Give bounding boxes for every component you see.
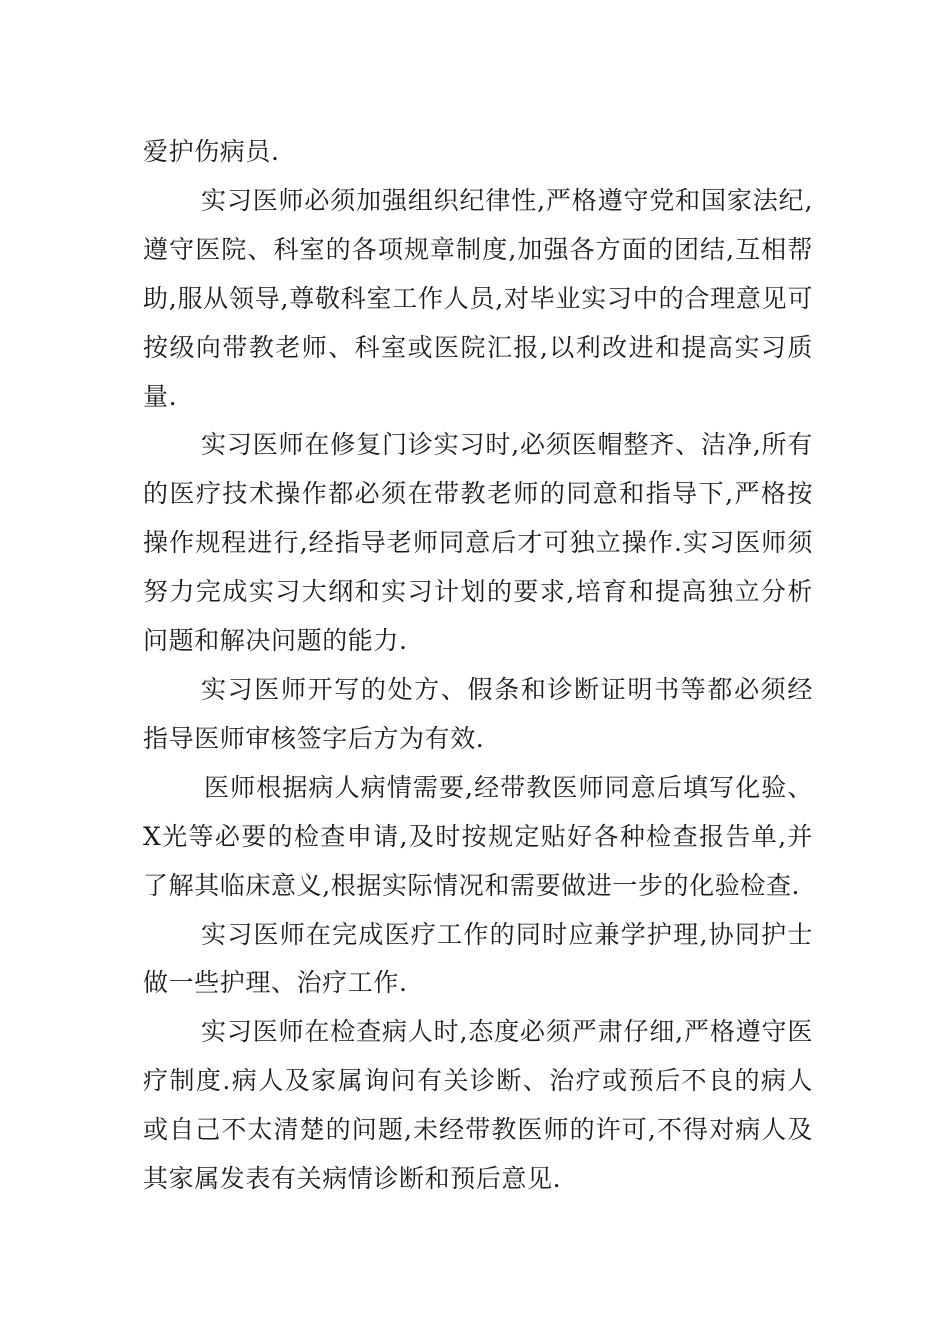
document-body: [143, 128, 813, 1204]
paragraph-2: 实习医师必须加强组织纪律性,严格遵守党和国家法纪,遵守医院、科室的各项规章制度,加强各方面的团结,互相帮助,服从领导,尊敬科室工作人员,对毕业实习中的合理意见可按级向带教老师、科室或医院汇报,以利改进和提高实习质量.: [143, 185, 813, 411]
paragraph-7: 实习医师在检查病人时,态度必须严肃仔细,严格遵守医疗制度.病人及家属询问有关诊断、治疗或预后不良的病人或自己不太清楚的问题,未经带教医师的许可,不得对病人及其家属发表有关病情诊断和预后意见.: [143, 1017, 813, 1194]
paragraph-5: 医师根据病人病情需要,经带教医师同意后填写化验、X光等必要的检查申请,及时按规定贴好各种检查报告单,并了解其临床意义,根据实际情况和需要做进一步的化验检查.: [143, 772, 813, 900]
paragraph-6: 实习医师在完成医疗工作的同时应兼学护理,协同护士做一些护理、治疗工作.: [143, 919, 813, 998]
paragraph-3: 实习医师在修复门诊实习时,必须医帽整齐、洁净,所有的医疗技术操作都必须在带教老师的同意和指导下,严格按操作规程进行,经指导老师同意后才可独立操作.实习医师须努力完成实习大纲和实习计划的要求,培育和提高独立分析问题和解决问题的能力.: [143, 430, 813, 656]
paragraph-4: 实习医师开写的处方、假条和诊断证明书等都必须经指导医师审核签字后方为有效.: [143, 674, 813, 753]
paragraph-1: 爱护伤病员.: [143, 137, 280, 166]
